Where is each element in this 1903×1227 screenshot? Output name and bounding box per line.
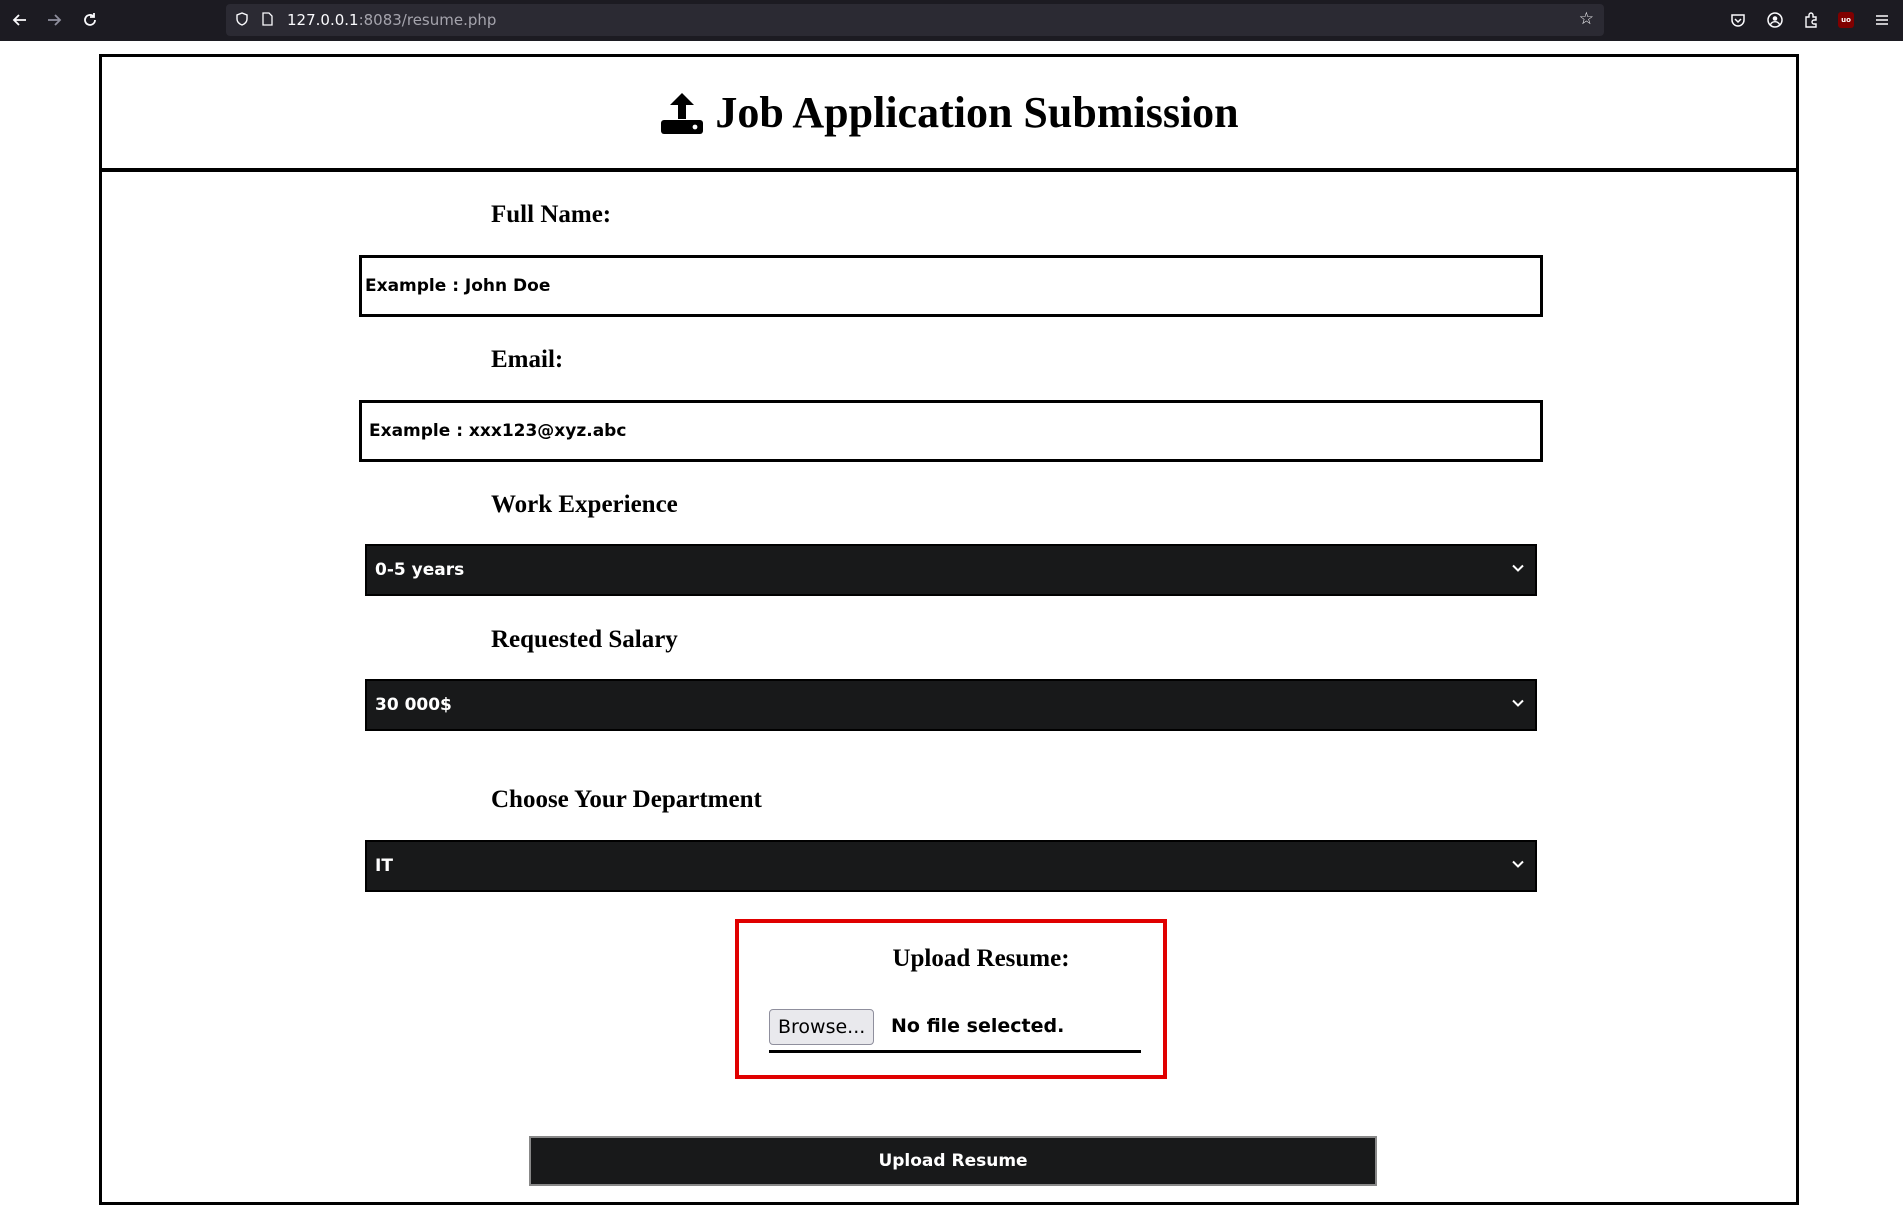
requested-salary-select[interactable] <box>365 679 1537 731</box>
full-name-label: Full Name: <box>491 201 612 228</box>
extensions-icon[interactable] <box>1800 9 1822 31</box>
ublock-icon[interactable] <box>1835 9 1857 31</box>
upload-resume-submit-button[interactable]: Upload Resume <box>529 1136 1377 1186</box>
url-text[interactable] <box>287 11 496 29</box>
page-icon <box>262 12 273 26</box>
browse-button[interactable]: Browse... <box>769 1009 874 1045</box>
pocket-icon[interactable] <box>1727 9 1749 31</box>
application-form-container <box>99 54 1799 1205</box>
page-header <box>102 57 1796 172</box>
browser-toolbar <box>0 0 1903 41</box>
requested-salary-selected: 30 000$ <box>375 695 452 715</box>
reload-icon[interactable] <box>78 8 102 32</box>
file-status-text: No file selected. <box>891 1015 1065 1037</box>
upload-icon <box>659 90 705 136</box>
shield-icon[interactable] <box>236 12 248 26</box>
email-input[interactable] <box>359 400 1543 462</box>
resume-file-input[interactable] <box>769 1009 1141 1053</box>
work-experience-label: Work Experience <box>491 491 678 518</box>
chevron-down-icon <box>1511 857 1525 876</box>
url-bar[interactable] <box>226 4 1604 36</box>
department-selected: IT <box>375 856 393 876</box>
chevron-down-icon <box>1511 561 1525 580</box>
page-title-text: Job Application Submission <box>715 88 1239 137</box>
department-select[interactable] <box>365 840 1537 892</box>
department-label: Choose Your Department <box>491 786 762 813</box>
upload-resume-section <box>735 919 1167 1079</box>
url-host: 127.0.0.1 <box>287 11 359 29</box>
url-path: :8083/resume.php <box>358 11 497 29</box>
requested-salary-label: Requested Salary <box>491 626 678 653</box>
work-experience-select[interactable] <box>365 544 1537 596</box>
full-name-input[interactable] <box>359 255 1543 317</box>
chevron-down-icon <box>1511 696 1525 715</box>
forward-arrow-icon[interactable] <box>42 8 66 32</box>
upload-resume-label: Upload Resume: <box>892 945 1070 972</box>
email-label: Email: <box>491 346 564 373</box>
bookmark-star-icon[interactable]: ☆ <box>1578 9 1594 29</box>
menu-icon[interactable] <box>1871 9 1893 31</box>
work-experience-selected: 0-5 years <box>375 560 465 580</box>
back-arrow-icon[interactable] <box>8 8 32 32</box>
ublock-badge: uo <box>1838 12 1854 28</box>
account-icon[interactable] <box>1764 9 1786 31</box>
page-title <box>659 87 1238 138</box>
